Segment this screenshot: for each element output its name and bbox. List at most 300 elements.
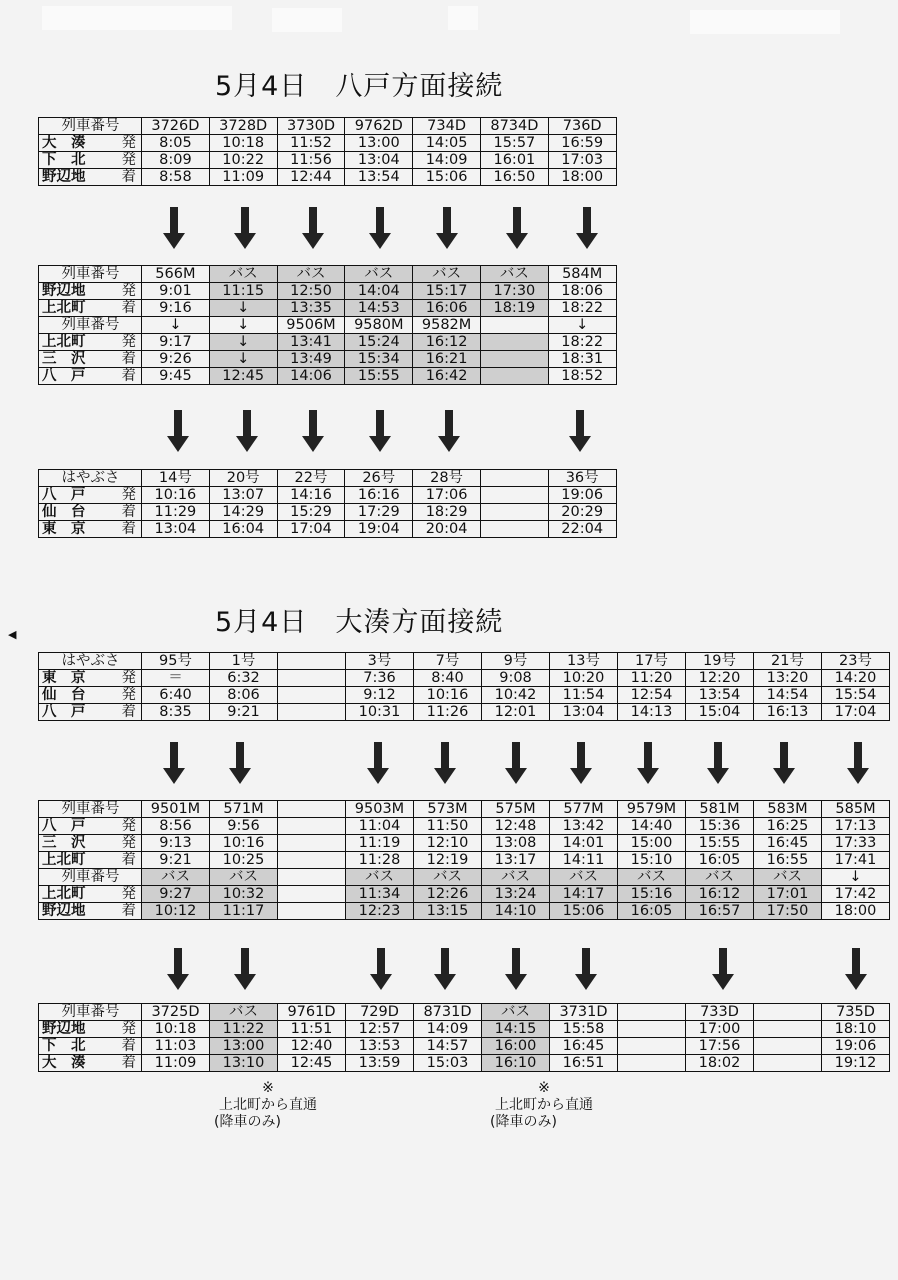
dep-arr-type: 着 <box>121 351 136 367</box>
station-name: 三 沢 <box>42 351 86 367</box>
time-cell: 9:45 <box>142 368 210 385</box>
station-cell <box>39 334 142 351</box>
time-cell: 11:15 <box>209 283 277 300</box>
header-cell: バス <box>413 266 481 283</box>
time-cell: 16:25 <box>754 818 822 835</box>
time-cell: 17:50 <box>754 903 822 920</box>
time-cell <box>278 903 346 920</box>
time-cell: 13:24 <box>482 886 550 903</box>
time-cell: 15:17 <box>413 283 481 300</box>
time-cell: 12:48 <box>482 818 550 835</box>
time-cell: 13:07 <box>209 487 277 504</box>
station-name: 大 湊 <box>42 1055 86 1071</box>
time-cell: 18:02 <box>686 1055 754 1072</box>
time-cell: 14:05 <box>413 135 481 152</box>
header-cell: バス <box>346 869 414 886</box>
time-cell: 14:13 <box>618 704 686 721</box>
time-cell: 17:03 <box>548 152 616 169</box>
time-cell: 16:45 <box>754 835 822 852</box>
time-cell: 17:30 <box>480 283 548 300</box>
down-arrow-icon <box>167 410 189 454</box>
down-arrow-icon <box>369 207 391 251</box>
dep-arr-type: 発 <box>121 886 136 902</box>
time-cell: 17:01 <box>754 886 822 903</box>
time-cell: 11:09 <box>209 169 277 186</box>
time-cell: 12:50 <box>277 283 345 300</box>
time-cell: 17:04 <box>822 704 890 721</box>
footnote-line1: 上北町から直通 <box>219 1097 317 1113</box>
time-cell: 13:17 <box>482 852 550 869</box>
time-cell: 11:20 <box>618 670 686 687</box>
down-arrow-icon <box>234 948 256 992</box>
time-cell: 11:56 <box>277 152 345 169</box>
header-label: 列車番号 <box>39 266 142 283</box>
time-cell: 12:54 <box>618 687 686 704</box>
down-arrow-icon <box>163 207 185 251</box>
header-cell: ↓ <box>822 869 890 886</box>
header-cell: 13号 <box>550 653 618 670</box>
header-cell: 573M <box>414 801 482 818</box>
time-cell: 12:45 <box>278 1055 346 1072</box>
header-label: 列車番号 <box>39 869 142 886</box>
time-cell: 16:04 <box>209 521 277 538</box>
header-cell: バス <box>209 266 277 283</box>
station-name: 上北町 <box>42 886 86 902</box>
time-cell: 12:45 <box>209 368 277 385</box>
header-cell: 9582M <box>413 317 481 334</box>
down-arrow-icon <box>370 948 392 992</box>
s1-table3 <box>38 469 617 538</box>
header-cell: バス <box>618 869 686 886</box>
station-name: 仙 台 <box>42 504 86 520</box>
time-cell: 14:40 <box>618 818 686 835</box>
dep-arr-type: 着 <box>121 903 136 919</box>
down-arrow-icon <box>302 207 324 251</box>
time-cell: 11:28 <box>346 852 414 869</box>
time-cell: 14:54 <box>754 687 822 704</box>
header-cell: バス <box>210 869 278 886</box>
header-cell: 581M <box>686 801 754 818</box>
station-cell <box>39 903 142 920</box>
header-cell: 734D <box>413 118 481 135</box>
header-cell: 584M <box>548 266 616 283</box>
dep-arr-type: 発 <box>121 334 136 350</box>
time-cell: 16:45 <box>550 1038 618 1055</box>
time-cell: 9:56 <box>210 818 278 835</box>
header-cell <box>618 1004 686 1021</box>
time-cell: 14:06 <box>277 368 345 385</box>
time-cell: 13:49 <box>277 351 345 368</box>
time-cell: 14:20 <box>822 670 890 687</box>
header-cell: バス <box>210 1004 278 1021</box>
header-cell: 14号 <box>142 470 210 487</box>
station-name: 野辺地 <box>42 1021 86 1037</box>
time-cell: 11:29 <box>142 504 210 521</box>
time-cell: 9:13 <box>142 835 210 852</box>
header-cell: 21号 <box>754 653 822 670</box>
time-cell: 17:13 <box>822 818 890 835</box>
time-cell: 17:00 <box>686 1021 754 1038</box>
time-cell: 16:51 <box>550 1055 618 1072</box>
time-cell <box>480 504 548 521</box>
time-cell: 17:29 <box>345 504 413 521</box>
station-cell <box>39 670 142 687</box>
time-cell: 18:29 <box>413 504 481 521</box>
s1-table1 <box>38 117 617 186</box>
time-cell: 16:10 <box>482 1055 550 1072</box>
header-cell: ↓ <box>142 317 210 334</box>
time-cell: 16:16 <box>345 487 413 504</box>
time-cell: 15:03 <box>414 1055 482 1072</box>
station-cell <box>39 504 142 521</box>
time-cell: 10:12 <box>142 903 210 920</box>
time-cell: 14:11 <box>550 852 618 869</box>
time-cell: 15:54 <box>822 687 890 704</box>
time-cell: 11:17 <box>210 903 278 920</box>
time-cell: 13:53 <box>346 1038 414 1055</box>
station-cell <box>39 351 142 368</box>
station-name: 八 戸 <box>42 487 86 503</box>
down-arrow-icon <box>575 948 597 992</box>
time-cell: 14:01 <box>550 835 618 852</box>
time-cell: 17:56 <box>686 1038 754 1055</box>
time-cell: ↓ <box>209 300 277 317</box>
footnote-mark: ※ <box>262 1080 274 1096</box>
footnote-mark: ※ <box>538 1080 550 1096</box>
header-cell: 36号 <box>548 470 616 487</box>
down-arrow-icon <box>163 742 185 786</box>
header-cell: バス <box>414 869 482 886</box>
station-cell <box>39 368 142 385</box>
down-arrow-icon <box>847 742 869 786</box>
header-cell: バス <box>345 266 413 283</box>
down-arrow-icon <box>707 742 729 786</box>
time-cell: 19:06 <box>548 487 616 504</box>
time-cell: 15:00 <box>618 835 686 852</box>
time-cell: 14:29 <box>209 504 277 521</box>
time-cell: 19:06 <box>822 1038 890 1055</box>
header-cell: バス <box>480 266 548 283</box>
time-cell: 13:15 <box>414 903 482 920</box>
header-cell: 23号 <box>822 653 890 670</box>
time-cell: 11:52 <box>277 135 345 152</box>
header-cell <box>480 317 548 334</box>
header-label: 列車番号 <box>39 1004 142 1021</box>
time-cell: 15:29 <box>277 504 345 521</box>
header-cell: 17号 <box>618 653 686 670</box>
down-arrow-icon <box>570 742 592 786</box>
header-cell: 9579M <box>618 801 686 818</box>
header-label: 列車番号 <box>39 801 142 818</box>
header-cell: 26号 <box>345 470 413 487</box>
section2-title: 5月4日 大湊方面接続 <box>215 607 504 638</box>
dep-arr-type: 着 <box>121 852 136 868</box>
time-cell: 10:32 <box>210 886 278 903</box>
down-arrow-icon <box>438 410 460 454</box>
time-cell: 10:18 <box>209 135 277 152</box>
time-cell <box>278 818 346 835</box>
time-cell: 8:56 <box>142 818 210 835</box>
time-cell: 12:57 <box>346 1021 414 1038</box>
station-cell <box>39 835 142 852</box>
time-cell: 20:04 <box>413 521 481 538</box>
header-cell: 735D <box>822 1004 890 1021</box>
time-cell <box>278 835 346 852</box>
time-cell: 16:55 <box>754 852 822 869</box>
down-arrow-icon <box>505 742 527 786</box>
station-name: 野辺地 <box>42 903 86 919</box>
time-cell: 10:42 <box>482 687 550 704</box>
header-cell <box>278 653 346 670</box>
header-cell <box>278 869 346 886</box>
station-cell <box>39 704 142 721</box>
down-arrow-icon <box>505 948 527 992</box>
time-cell: 17:42 <box>822 886 890 903</box>
station-cell <box>39 687 142 704</box>
time-cell: 9:21 <box>210 704 278 721</box>
station-cell <box>39 487 142 504</box>
station-name: 八 戸 <box>42 818 86 834</box>
time-cell: 13:54 <box>345 169 413 186</box>
header-cell: 736D <box>548 118 616 135</box>
time-cell <box>754 1021 822 1038</box>
station-cell <box>39 135 142 152</box>
time-cell: 13:00 <box>345 135 413 152</box>
header-cell: 3725D <box>142 1004 210 1021</box>
time-cell: 16:42 <box>413 368 481 385</box>
time-cell: 18:06 <box>548 283 616 300</box>
down-arrow-icon <box>773 742 795 786</box>
header-cell: バス <box>482 869 550 886</box>
time-cell: 8:40 <box>414 670 482 687</box>
down-arrow-icon <box>436 207 458 251</box>
time-cell: 15:57 <box>480 135 548 152</box>
station-name: 東 京 <box>42 521 86 537</box>
header-label: はやぶさ <box>39 470 142 487</box>
header-cell: 8734D <box>480 118 548 135</box>
time-cell: 10:25 <box>210 852 278 869</box>
down-arrow-icon <box>369 410 391 454</box>
time-cell: 8:58 <box>142 169 210 186</box>
s2-table1 <box>38 652 890 721</box>
header-cell: 571M <box>210 801 278 818</box>
dep-arr-type: 着 <box>121 521 136 537</box>
time-cell: 10:16 <box>210 835 278 852</box>
dep-arr-type: 発 <box>121 1021 136 1037</box>
time-cell: 11:34 <box>346 886 414 903</box>
time-cell: 13:41 <box>277 334 345 351</box>
header-cell: 7号 <box>414 653 482 670</box>
station-cell <box>39 300 142 317</box>
header-cell <box>754 1004 822 1021</box>
time-cell: 19:04 <box>345 521 413 538</box>
time-cell: 15:36 <box>686 818 754 835</box>
time-cell: 14:09 <box>414 1021 482 1038</box>
time-cell: 10:31 <box>346 704 414 721</box>
header-label: はやぶさ <box>39 653 142 670</box>
header-cell: 9506M <box>277 317 345 334</box>
header-cell: 20号 <box>209 470 277 487</box>
time-cell: 8:05 <box>142 135 210 152</box>
time-cell <box>480 351 548 368</box>
station-name: 下 北 <box>42 1038 86 1054</box>
header-cell: 9503M <box>346 801 414 818</box>
time-cell: 18:22 <box>548 300 616 317</box>
station-cell <box>39 521 142 538</box>
dep-arr-type: 発 <box>121 670 136 686</box>
time-cell <box>754 1038 822 1055</box>
header-cell: 1号 <box>210 653 278 670</box>
down-arrow-icon <box>845 948 867 992</box>
time-cell: 12:10 <box>414 835 482 852</box>
time-cell <box>618 1055 686 1072</box>
time-cell: 9:26 <box>142 351 210 368</box>
time-cell: 17:41 <box>822 852 890 869</box>
header-cell: 3730D <box>277 118 345 135</box>
time-cell: 14:53 <box>345 300 413 317</box>
header-cell: 19号 <box>686 653 754 670</box>
time-cell: 9:27 <box>142 886 210 903</box>
station-name: 上北町 <box>42 334 86 350</box>
time-cell: 20:29 <box>548 504 616 521</box>
margin-mark: ◀ <box>8 628 17 641</box>
time-cell: 16:06 <box>413 300 481 317</box>
footnote-1 <box>208 1080 328 1131</box>
footnote-line2: (降車のみ) <box>214 1114 281 1130</box>
station-name: 大 湊 <box>42 135 86 151</box>
down-arrow-icon <box>506 207 528 251</box>
station-cell <box>39 283 142 300</box>
dep-arr-type: 着 <box>121 300 136 316</box>
station-name: 仙 台 <box>42 687 86 703</box>
time-cell <box>278 687 346 704</box>
header-cell: 9号 <box>482 653 550 670</box>
time-cell: 12:20 <box>686 670 754 687</box>
paper-tab <box>272 8 342 32</box>
header-cell: 583M <box>754 801 822 818</box>
time-cell: 12:40 <box>278 1038 346 1055</box>
time-cell: 11:04 <box>346 818 414 835</box>
dep-arr-type: 発 <box>121 487 136 503</box>
time-cell <box>618 1038 686 1055</box>
header-cell: 9762D <box>345 118 413 135</box>
header-cell: 3731D <box>550 1004 618 1021</box>
time-cell <box>754 1055 822 1072</box>
dep-arr-type: 発 <box>121 818 136 834</box>
header-cell: バス <box>482 1004 550 1021</box>
header-cell: バス <box>754 869 822 886</box>
time-cell: 9:08 <box>482 670 550 687</box>
time-cell: 19:12 <box>822 1055 890 1072</box>
header-label: 列車番号 <box>39 317 142 334</box>
time-cell: 16:21 <box>413 351 481 368</box>
time-cell: 12:01 <box>482 704 550 721</box>
time-cell: 17:04 <box>277 521 345 538</box>
header-cell: 733D <box>686 1004 754 1021</box>
header-cell: バス <box>686 869 754 886</box>
down-arrow-icon <box>712 948 734 992</box>
station-name: 東 京 <box>42 670 86 686</box>
time-cell: 14:09 <box>413 152 481 169</box>
time-cell: 9:21 <box>142 852 210 869</box>
time-cell: 10:22 <box>209 152 277 169</box>
dep-arr-type: 発 <box>121 283 136 299</box>
station-cell <box>39 169 142 186</box>
time-cell: 16:01 <box>480 152 548 169</box>
time-cell: 18:22 <box>548 334 616 351</box>
time-cell: 15:16 <box>618 886 686 903</box>
time-cell: 13:20 <box>754 670 822 687</box>
down-arrow-icon <box>234 207 256 251</box>
header-cell: 9761D <box>278 1004 346 1021</box>
down-arrow-icon <box>637 742 659 786</box>
time-cell: 11:26 <box>414 704 482 721</box>
s1-table2 <box>38 265 617 385</box>
time-cell: 13:59 <box>346 1055 414 1072</box>
time-cell: 7:36 <box>346 670 414 687</box>
time-cell: 12:26 <box>414 886 482 903</box>
dep-arr-type: 発 <box>121 135 136 151</box>
time-cell: 13:00 <box>210 1038 278 1055</box>
time-cell: 9:01 <box>142 283 210 300</box>
time-cell: 6:40 <box>142 687 210 704</box>
station-name: 八 戸 <box>42 368 86 384</box>
s2-table3 <box>38 1003 890 1072</box>
down-arrow-icon <box>367 742 389 786</box>
down-arrow-icon <box>229 742 251 786</box>
time-cell: 14:15 <box>482 1021 550 1038</box>
dep-arr-type: 着 <box>121 504 136 520</box>
station-cell <box>39 1055 142 1072</box>
station-name: 八 戸 <box>42 704 86 720</box>
time-cell: 9:16 <box>142 300 210 317</box>
time-cell: ＝ <box>142 670 210 687</box>
footnote-line2: (降車のみ) <box>490 1114 557 1130</box>
down-arrow-icon <box>569 410 591 454</box>
time-cell: 12:23 <box>346 903 414 920</box>
time-cell <box>480 334 548 351</box>
down-arrow-icon <box>167 948 189 992</box>
time-cell: 11:09 <box>142 1055 210 1072</box>
station-name: 野辺地 <box>42 283 86 299</box>
dep-arr-type: 発 <box>121 152 136 168</box>
time-cell: 13:35 <box>277 300 345 317</box>
down-arrow-icon <box>434 742 456 786</box>
header-cell: 3728D <box>209 118 277 135</box>
header-cell: 28号 <box>413 470 481 487</box>
time-cell: 10:20 <box>550 670 618 687</box>
header-cell: バス <box>142 869 210 886</box>
header-cell: 9501M <box>142 801 210 818</box>
header-cell <box>278 801 346 818</box>
dep-arr-type: 着 <box>121 368 136 384</box>
station-cell <box>39 1021 142 1038</box>
header-cell: 585M <box>822 801 890 818</box>
time-cell: 18:00 <box>548 169 616 186</box>
time-cell: 15:34 <box>345 351 413 368</box>
time-cell: 17:06 <box>413 487 481 504</box>
dep-arr-type: 着 <box>121 704 136 720</box>
time-cell: 8:35 <box>142 704 210 721</box>
header-cell: 577M <box>550 801 618 818</box>
time-cell: 16:13 <box>754 704 822 721</box>
time-cell <box>480 487 548 504</box>
time-cell: 18:10 <box>822 1021 890 1038</box>
time-cell: 15:58 <box>550 1021 618 1038</box>
time-cell: 15:06 <box>413 169 481 186</box>
header-cell: 8731D <box>414 1004 482 1021</box>
footnote-2 <box>484 1080 604 1131</box>
